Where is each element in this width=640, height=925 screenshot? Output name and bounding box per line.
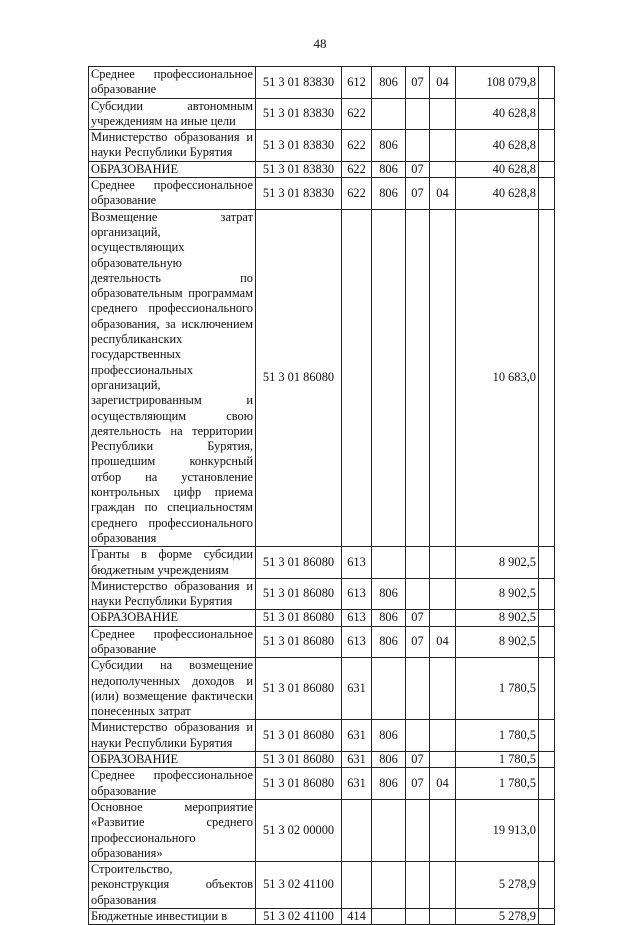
cell-amount: 1 780,5 <box>456 752 539 768</box>
cell-pr <box>430 799 456 861</box>
cell-empty <box>539 67 555 99</box>
cell-vr <box>342 209 372 547</box>
cell-rz: 07 <box>406 178 430 210</box>
cell-pr: 04 <box>430 768 456 800</box>
budget-table <box>88 66 555 925</box>
cell-name: Бюджетные инвестиции в <box>89 909 256 925</box>
cell-pr <box>430 578 456 610</box>
cell-rz <box>406 720 430 752</box>
cell-rz <box>406 547 430 579</box>
cell-grbs <box>372 862 406 909</box>
cell-grbs <box>372 98 406 130</box>
cell-pr <box>430 547 456 579</box>
cell-empty <box>539 610 555 626</box>
cell-empty <box>539 799 555 861</box>
cell-amount: 5 278,9 <box>456 862 539 909</box>
table-row <box>89 209 555 547</box>
table-row <box>89 720 555 752</box>
cell-pr <box>430 98 456 130</box>
table-row <box>89 578 555 610</box>
cell-rz <box>406 130 430 162</box>
cell-rz <box>406 909 430 925</box>
table-row <box>89 98 555 130</box>
cell-vr: 631 <box>342 658 372 720</box>
cell-amount: 40 628,8 <box>456 98 539 130</box>
cell-amount: 1 780,5 <box>456 658 539 720</box>
cell-rz <box>406 209 430 547</box>
cell-vr: 622 <box>342 178 372 210</box>
cell-name: Министерство образования и науки Республики Бурятия <box>89 720 256 752</box>
cell-grbs: 806 <box>372 720 406 752</box>
cell-amount: 40 628,8 <box>456 130 539 162</box>
cell-grbs <box>372 658 406 720</box>
cell-code: 51 3 02 00000 <box>256 799 342 861</box>
cell-pr: 04 <box>430 626 456 658</box>
cell-vr: 631 <box>342 720 372 752</box>
cell-rz: 07 <box>406 610 430 626</box>
cell-vr: 613 <box>342 578 372 610</box>
cell-code: 51 3 01 86080 <box>256 752 342 768</box>
cell-pr <box>430 909 456 925</box>
cell-vr <box>342 862 372 909</box>
cell-amount: 10 683,0 <box>456 209 539 547</box>
cell-pr <box>430 862 456 909</box>
table-row <box>89 178 555 210</box>
cell-grbs: 806 <box>372 768 406 800</box>
table-row <box>89 752 555 768</box>
cell-name: Среднее профессиональное образование <box>89 768 256 800</box>
cell-rz: 07 <box>406 67 430 99</box>
cell-grbs <box>372 909 406 925</box>
cell-amount: 8 902,5 <box>456 578 539 610</box>
cell-code: 51 3 01 86080 <box>256 658 342 720</box>
cell-code: 51 3 01 83830 <box>256 98 342 130</box>
cell-pr <box>430 610 456 626</box>
cell-pr <box>430 161 456 177</box>
cell-empty <box>539 98 555 130</box>
cell-code: 51 3 01 86080 <box>256 720 342 752</box>
cell-grbs: 806 <box>372 130 406 162</box>
cell-code: 51 3 01 86080 <box>256 209 342 547</box>
cell-empty <box>539 768 555 800</box>
cell-amount: 8 902,5 <box>456 610 539 626</box>
cell-amount: 108 079,8 <box>456 67 539 99</box>
cell-name: Основное мероприятие «Развитие среднего профессионального образования» <box>89 799 256 861</box>
cell-name: Субсидии автономным учреждениям на иные цели <box>89 98 256 130</box>
cell-empty <box>539 178 555 210</box>
cell-code: 51 3 01 86080 <box>256 626 342 658</box>
cell-grbs <box>372 799 406 861</box>
cell-empty <box>539 862 555 909</box>
cell-code: 51 3 01 86080 <box>256 578 342 610</box>
cell-empty <box>539 626 555 658</box>
cell-rz: 07 <box>406 768 430 800</box>
table-row <box>89 547 555 579</box>
cell-vr: 631 <box>342 768 372 800</box>
cell-grbs: 806 <box>372 178 406 210</box>
cell-code: 51 3 01 83830 <box>256 161 342 177</box>
cell-rz <box>406 862 430 909</box>
cell-name: Субсидии на возмещение недополученных доходов и (или) возмещение фактически понесенных затрат <box>89 658 256 720</box>
cell-amount: 19 913,0 <box>456 799 539 861</box>
cell-vr <box>342 799 372 861</box>
cell-pr <box>430 752 456 768</box>
cell-grbs: 806 <box>372 610 406 626</box>
table-row <box>89 799 555 861</box>
cell-vr: 622 <box>342 130 372 162</box>
cell-name: Министерство образования и науки Республики Бурятия <box>89 578 256 610</box>
cell-empty <box>539 161 555 177</box>
table-row <box>89 658 555 720</box>
cell-rz <box>406 799 430 861</box>
cell-empty <box>539 209 555 547</box>
table-row <box>89 610 555 626</box>
cell-rz <box>406 658 430 720</box>
cell-amount: 8 902,5 <box>456 626 539 658</box>
cell-amount: 40 628,8 <box>456 178 539 210</box>
cell-amount: 1 780,5 <box>456 768 539 800</box>
table-row <box>89 862 555 909</box>
cell-pr <box>430 209 456 547</box>
cell-vr: 622 <box>342 161 372 177</box>
cell-empty <box>539 658 555 720</box>
cell-vr: 414 <box>342 909 372 925</box>
cell-empty <box>539 720 555 752</box>
cell-name: Министерство образования и науки Республики Бурятия <box>89 130 256 162</box>
cell-pr <box>430 658 456 720</box>
cell-empty <box>539 909 555 925</box>
cell-name: ОБРАЗОВАНИЕ <box>89 752 256 768</box>
cell-rz: 07 <box>406 161 430 177</box>
cell-pr: 04 <box>430 178 456 210</box>
table-row <box>89 768 555 800</box>
cell-vr: 613 <box>342 626 372 658</box>
cell-grbs: 806 <box>372 578 406 610</box>
cell-name: Среднее профессиональное образование <box>89 626 256 658</box>
cell-code: 51 3 01 83830 <box>256 178 342 210</box>
cell-empty <box>539 752 555 768</box>
cell-grbs: 806 <box>372 161 406 177</box>
cell-grbs <box>372 547 406 579</box>
table-row <box>89 130 555 162</box>
cell-rz <box>406 578 430 610</box>
cell-code: 51 3 01 83830 <box>256 130 342 162</box>
cell-code: 51 3 02 41100 <box>256 862 342 909</box>
cell-name: Среднее профессиональное образование <box>89 178 256 210</box>
cell-code: 51 3 01 86080 <box>256 768 342 800</box>
page-number: 48 <box>313 36 327 51</box>
cell-amount: 5 278,9 <box>456 909 539 925</box>
cell-name: Строительство, реконструкция объектов образования <box>89 862 256 909</box>
cell-empty <box>539 578 555 610</box>
cell-rz <box>406 98 430 130</box>
cell-code: 51 3 02 41100 <box>256 909 342 925</box>
cell-code: 51 3 01 86080 <box>256 610 342 626</box>
cell-code: 51 3 01 83830 <box>256 67 342 99</box>
cell-empty <box>539 130 555 162</box>
table-row <box>89 67 555 99</box>
cell-amount: 1 780,5 <box>456 720 539 752</box>
cell-vr: 631 <box>342 752 372 768</box>
cell-vr: 612 <box>342 67 372 99</box>
cell-code: 51 3 01 86080 <box>256 547 342 579</box>
cell-amount: 40 628,8 <box>456 161 539 177</box>
table-row <box>89 909 555 925</box>
cell-pr <box>430 130 456 162</box>
cell-vr: 613 <box>342 547 372 579</box>
cell-rz: 07 <box>406 626 430 658</box>
cell-name: ОБРАЗОВАНИЕ <box>89 161 256 177</box>
cell-name: Возмещение затрат организаций, осуществляющих образовательную деятельность по образовательным программам среднего профессионального образования, за исключением республиканских государственных профессиональных организаций, зарегистрированным и осуществляющим свою деятельность на территории Республики Бурятия, прошедшим конкурсный отбор на установление контрольных цифр приема граждан по специальностям среднего профессионального образования <box>89 209 256 547</box>
cell-grbs: 806 <box>372 626 406 658</box>
cell-grbs: 806 <box>372 67 406 99</box>
cell-rz: 07 <box>406 752 430 768</box>
table-row <box>89 161 555 177</box>
cell-name: Гранты в форме субсидии бюджетным учреждениям <box>89 547 256 579</box>
cell-name: ОБРАЗОВАНИЕ <box>89 610 256 626</box>
cell-grbs <box>372 209 406 547</box>
cell-pr <box>430 720 456 752</box>
cell-name: Среднее профессиональное образование <box>89 67 256 99</box>
cell-amount: 8 902,5 <box>456 547 539 579</box>
cell-pr: 04 <box>430 67 456 99</box>
cell-vr: 622 <box>342 98 372 130</box>
cell-vr: 613 <box>342 610 372 626</box>
cell-grbs: 806 <box>372 752 406 768</box>
table-row <box>89 626 555 658</box>
cell-empty <box>539 547 555 579</box>
